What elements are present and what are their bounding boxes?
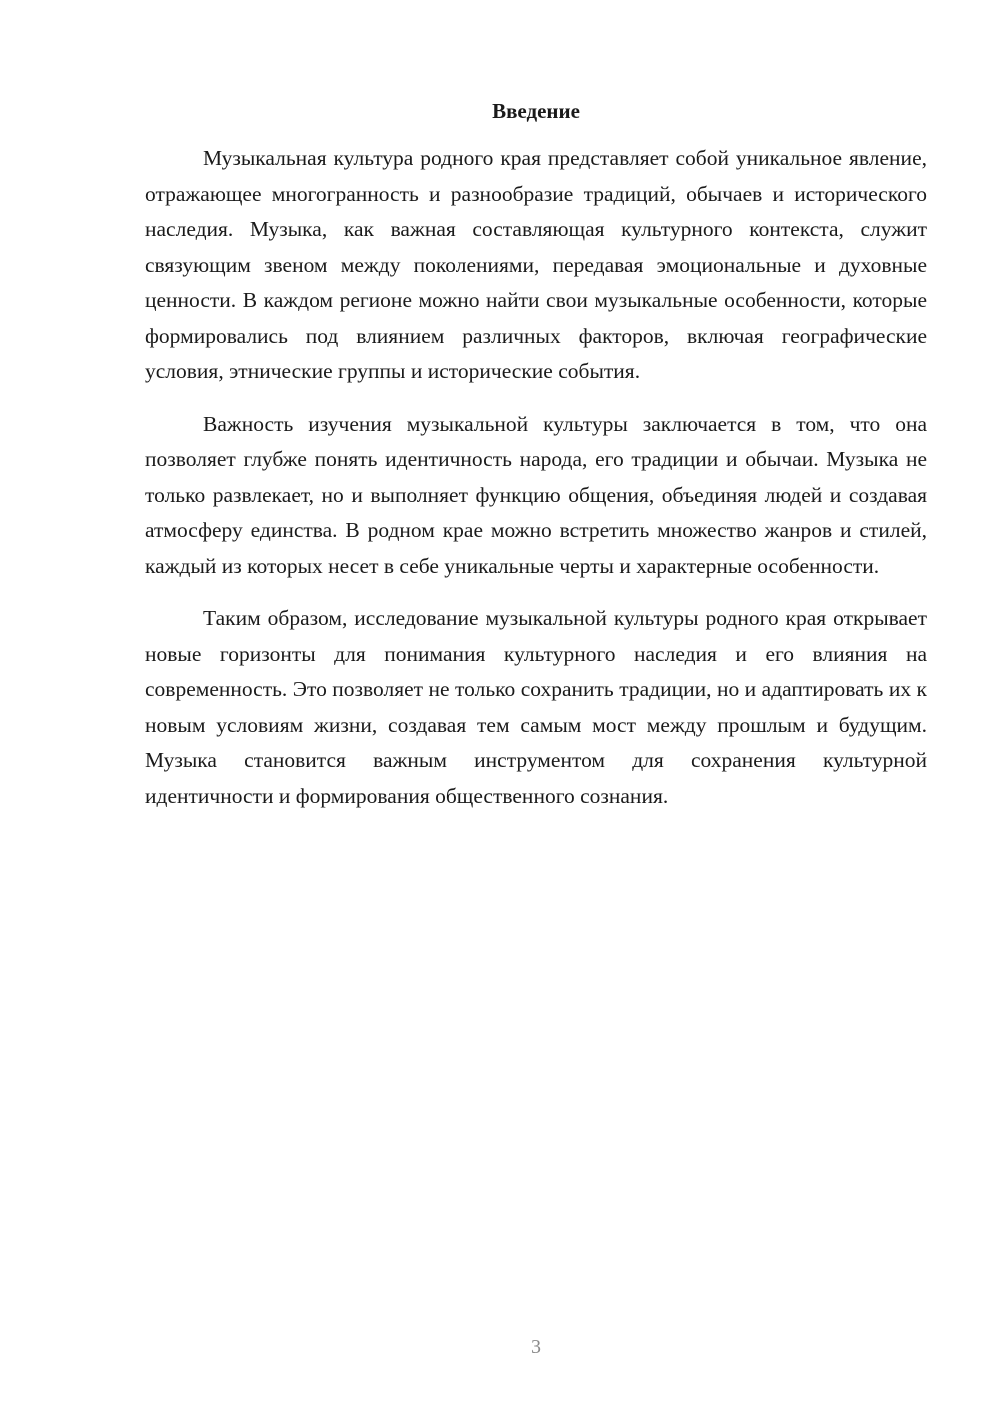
paragraph-1: Музыкальная культура родного края представляет собой уникальное явление, отражающее многогранность и разнообразие традиций, обычаев и исторического наследия. Музыка, как важная составляющая культурного контекста, служит связующим звеном между поколениями, передавая эмоциональные и духовные ценности. В каждом регионе можно найти свои музыкальные особенности, которые формировались под влиянием различных факторов, включая географические условия, этнические группы и исторические события. bbox=[145, 146, 927, 383]
paragraph-3: Таким образом, исследование музыкальной культуры родного края открывает новые горизонты для понимания культурного наследия и его влияния на современность. Это позволяет не только сохранить традиции, но и адаптировать их к новым условиям жизни, создавая тем самым мост между прошлым и будущим. Музыка становится важным инструментом для сохранения культурной идентичности и формирования общественного сознания. bbox=[145, 606, 927, 808]
page-number: 3 bbox=[531, 1336, 541, 1358]
paragraph-2: Важность изучения музыкальной культуры заключается в том, что она позволяет глубже понять идентичность народа, его традиции и обычаи. Музыка не только развлекает, но и выполняет функцию общения, объединяя людей и создавая атмосферу единства. В родном крае можно встретить множество жанров и стилей, каждый из которых несет в себе уникальные черты и характерные особенности. bbox=[145, 411, 927, 578]
body-text bbox=[145, 141, 927, 831]
section-heading: Введение bbox=[492, 99, 580, 123]
